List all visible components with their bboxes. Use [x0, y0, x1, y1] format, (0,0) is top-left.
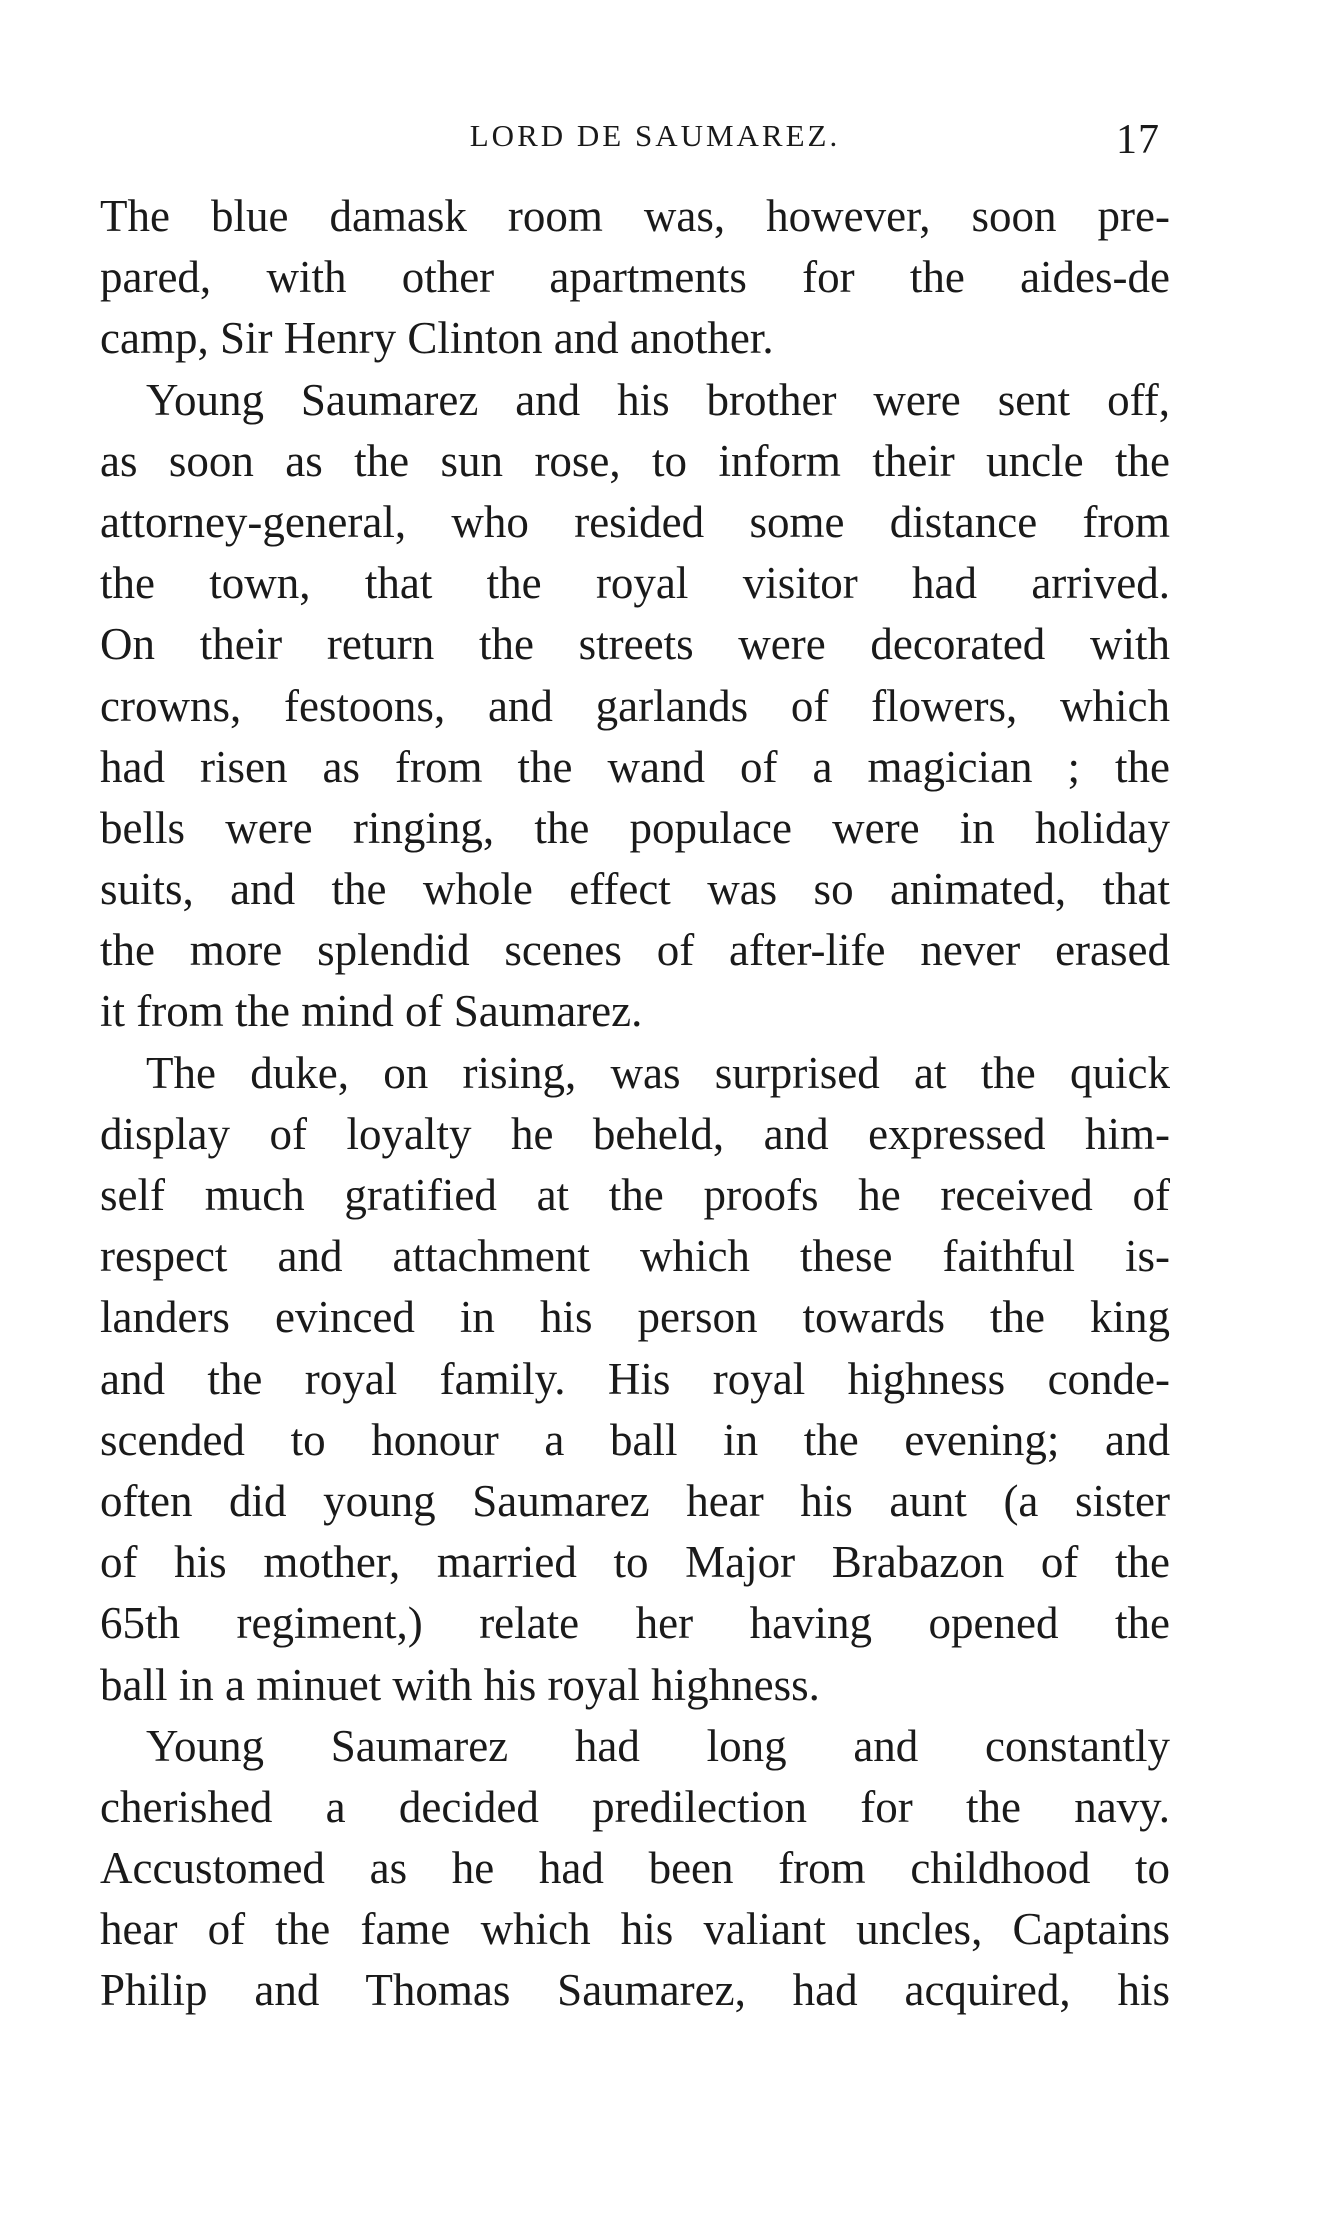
text-line: bells were ringing, the populace were in holiday: [100, 802, 1170, 853]
text-line: often did young Saumarez hear his aunt (a sister: [100, 1475, 1170, 1526]
text-line: Young Saumarez and his brother were sent off,: [146, 374, 1170, 425]
body-text: [100, 186, 1170, 2022]
text-line: camp, Sir Henry Clinton and another.: [100, 313, 774, 364]
page-number: 17: [1116, 117, 1160, 163]
text-line: suits, and the whole effect was so animated, that: [100, 864, 1170, 915]
paragraph: [100, 186, 1170, 370]
text-line: landers evinced in his person towards the king: [100, 1292, 1170, 1343]
text-line: display of loyalty he beheld, and expressed him-: [100, 1108, 1170, 1159]
paragraph: [100, 1043, 1170, 1716]
text-line: the more splendid scenes of after-life never erased: [100, 925, 1170, 976]
paragraph: [100, 1716, 1170, 2022]
paragraph: [100, 370, 1170, 1043]
text-line: had risen as from the wand of a magician ; the: [100, 741, 1170, 792]
text-line: The duke, on rising, was surprised at the quick: [146, 1047, 1170, 1098]
text-line: The blue damask room was, however, soon pre-: [100, 191, 1170, 241]
text-line: On their return the streets were decorated with: [100, 619, 1170, 670]
running-head-title: LORD DE SAUMAREZ.: [469, 118, 841, 153]
text-line: of his mother, married to Major Brabazon of the: [100, 1537, 1170, 1588]
text-line: the town, that the royal visitor had arrived.: [100, 558, 1170, 609]
text-line: ball in a minuet with his royal highness.: [100, 1659, 820, 1710]
text-line: it from the mind of Saumarez.: [100, 986, 643, 1037]
text-line: scended to honour a ball in the evening; and: [100, 1414, 1170, 1465]
text-line: pared, with other apartments for the aides-de: [100, 252, 1170, 303]
text-line: Philip and Thomas Saumarez, had acquired, his: [100, 1965, 1170, 2016]
text-line: Accustomed as he had been from childhood to: [100, 1843, 1170, 1894]
text-line: respect and attachment which these faithful is-: [100, 1231, 1170, 1282]
text-line: as soon as the sun rose, to inform their uncle the: [100, 435, 1170, 486]
running-head: [100, 118, 1170, 178]
text-line: hear of the fame which his valiant uncles, Captains: [100, 1904, 1170, 1955]
text-line: self much gratified at the proofs he received of: [100, 1170, 1170, 1220]
text-line: and the royal family. His royal highness conde-: [100, 1353, 1170, 1404]
text-line: attorney-general, who resided some distance from: [100, 496, 1170, 547]
text-line: Young Saumarez had long and constantly: [146, 1720, 1170, 1771]
text-line: crowns, festoons, and garlands of flowers, which: [100, 680, 1170, 731]
text-line: cherished a decided predilection for the navy.: [100, 1781, 1170, 1832]
text-line: 65th regiment,) relate her having opened the: [100, 1598, 1170, 1649]
